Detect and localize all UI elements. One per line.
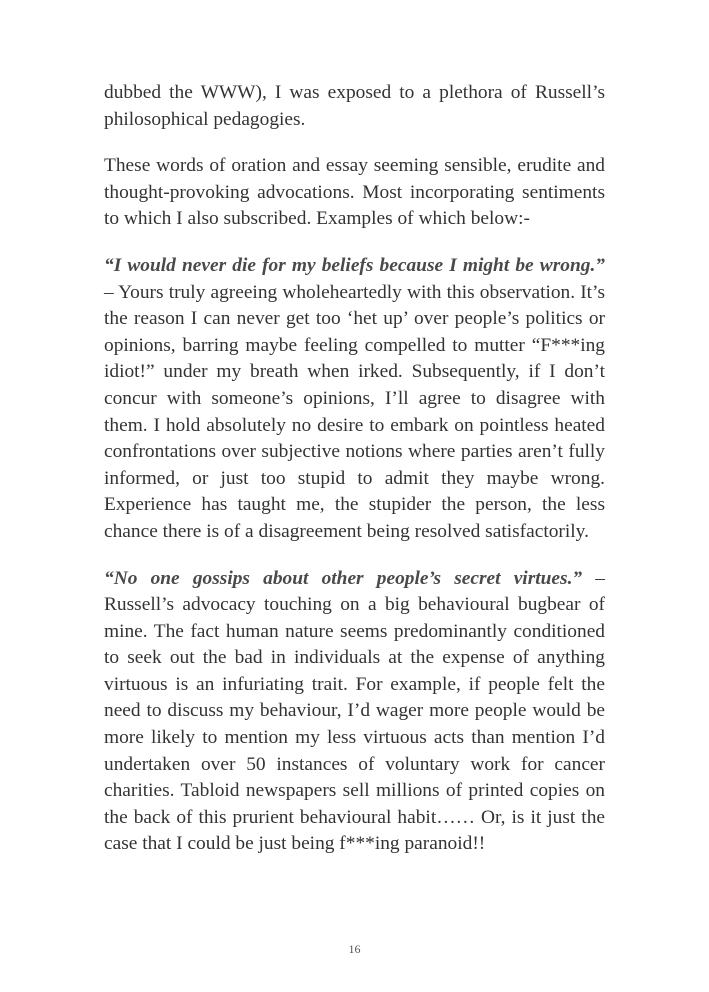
page-number: 16	[348, 942, 361, 956]
paragraph-2-text: These words of oration and essay seeming sensible, erudite and thought-provoking advocations. Most incorporating sentiments to which I also subscribed. Examples of which below:-	[104, 155, 605, 230]
paragraph-4	[104, 566, 605, 859]
paragraph-4-text: – Russell’s advocacy touching on a big behavioural bugbear of mine. The fact human nature seems predominantly conditioned to seek out the bad in individuals at the expense of anything virtuous is an infuriating trait. For example, if people felt the need to discuss my behaviour, I’d wager more people would be more likely to mention my less virtuous acts than mention I’d undertaken over 50 instances of voluntary work for cancer charities. Tabloid newspapers sell millions of printed copies on the back of this prurient behavioural habit…… Or, is it just the case that I could be just being f***ing paranoid!!	[104, 567, 605, 855]
russell-quote-gossip: “No one gossips about other people’s secret virtues.”	[104, 567, 583, 589]
russell-quote-beliefs: “I would never die for my beliefs because I might be wrong.”	[104, 254, 605, 276]
paragraph-1-text: dubbed the WWW), I was exposed to a plethora of Russell’s philosophical pedagogies.	[104, 82, 605, 130]
paragraph-2	[104, 153, 605, 233]
paragraph-3-text: – Yours truly agreeing wholeheartedly with this observation. It’s the reason I can never get too ‘het up’ over people’s politics or opinions, barring maybe feeling compelled to mutter “F***ing idiot!” under my breath when irked. Subsequently, if I don’t concur with someone’s opinions, I’ll agree to disagree with them. I hold absolutely no desire to embark on pointless heated confrontations over subjective notions where parties aren’t fully informed, or just too stupid to admit they maybe wrong. Experience has taught me, the stupider the person, the less chance there is of a disagreement being resolved satisfactorily.	[104, 281, 605, 542]
paragraph-1	[104, 80, 605, 133]
body-text	[104, 80, 605, 878]
paragraph-3	[104, 253, 605, 546]
